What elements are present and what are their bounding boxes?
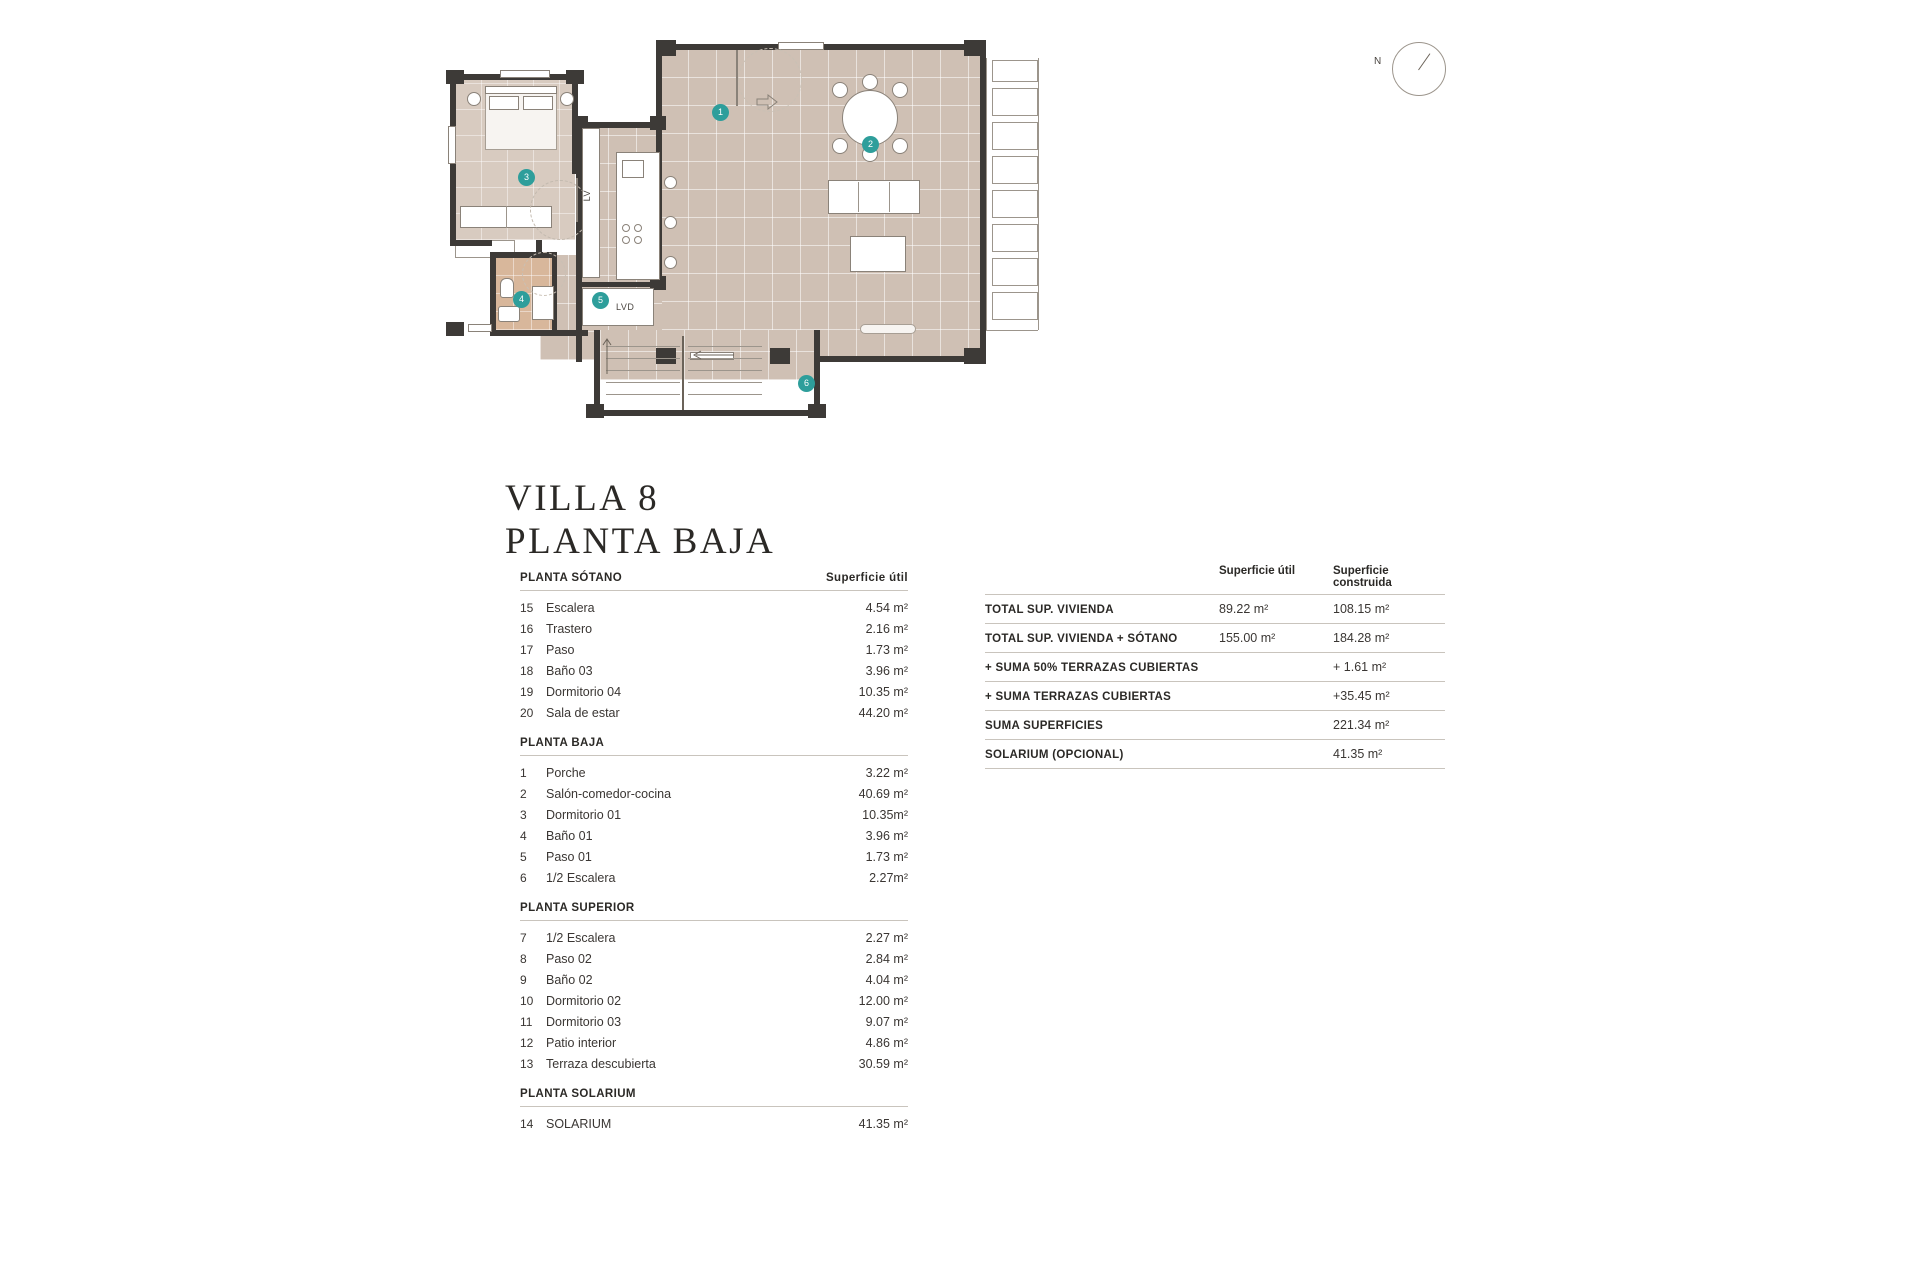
row-name: Paso 01 — [546, 850, 592, 864]
terrace-outer-line — [986, 58, 987, 330]
dining-chair-5-icon — [862, 74, 878, 90]
stair-left-flight — [606, 336, 680, 410]
row-name: Dormitorio 04 — [546, 685, 622, 699]
exterior-wall-bottom-right — [814, 356, 986, 362]
stair-step-r5 — [688, 394, 762, 395]
sofa-cushion-divider-2 — [889, 182, 890, 212]
row-area: 9.07 m² — [865, 1015, 908, 1029]
table-row — [520, 927, 908, 948]
row-name: Dormitorio 03 — [546, 1015, 622, 1029]
toilet — [500, 278, 514, 298]
table-row — [520, 1113, 908, 1134]
terrace-step-5 — [992, 190, 1038, 218]
row-number: 8 — [520, 952, 527, 966]
row-number: 19 — [520, 685, 534, 699]
totals-row-construida: + 1.61 m² — [1333, 660, 1387, 674]
hob-burner-4-icon — [634, 236, 642, 244]
stair-down-arrow-icon — [690, 348, 734, 362]
window-bedroom-top — [500, 70, 550, 78]
pillar-12 — [650, 116, 666, 130]
section-header — [520, 1088, 908, 1107]
totals-row — [985, 739, 1445, 769]
table-row — [520, 639, 908, 660]
terrace-bottom-line — [986, 330, 1038, 331]
row-area: 2.27m² — [869, 871, 908, 885]
coffee-table — [850, 236, 906, 272]
window-top-living — [778, 42, 824, 50]
col-header-util: Superficie útil — [1219, 565, 1296, 577]
dining-chair-3-icon — [832, 138, 848, 154]
row-area: 2.27 m² — [865, 931, 908, 945]
compass-north-label: N — [1374, 56, 1382, 67]
table-row — [520, 1053, 908, 1074]
terrace-step-6 — [992, 224, 1038, 252]
totals-row-label: SUMA SUPERFICIES — [985, 720, 1104, 732]
totals-table-header — [985, 565, 1445, 594]
window-bedroom-left — [448, 126, 456, 164]
totals-row-construida: 41.35 m² — [1333, 747, 1383, 761]
row-name: Escalera — [546, 601, 595, 615]
stair-step-l1 — [606, 346, 680, 347]
pillar-10 — [808, 404, 826, 418]
row-number: 2 — [520, 787, 527, 801]
row-name: SOLARIUM — [546, 1117, 612, 1131]
row-name: Baño 03 — [546, 664, 593, 678]
stool-3-icon — [664, 256, 677, 269]
pillow-left — [489, 96, 519, 110]
stair-step-l4 — [606, 382, 680, 383]
sink-kitchen — [622, 160, 644, 178]
stair-step-r1 — [688, 346, 762, 347]
row-area: 2.16 m² — [865, 622, 908, 636]
room-marker-2: 2 — [862, 136, 879, 153]
totals-table — [985, 565, 1445, 769]
totals-row — [985, 652, 1445, 681]
pillar-6 — [446, 70, 464, 84]
row-number: 16 — [520, 622, 534, 636]
row-name: Sala de estar — [546, 706, 620, 720]
pillar-1 — [656, 40, 676, 56]
floor-plan-drawing — [518, 30, 1320, 460]
pillar-7 — [566, 70, 584, 84]
totals-row-label: TOTAL SUP. VIVIENDA + SÓTANO — [985, 633, 1178, 645]
sink — [498, 306, 520, 322]
table-row — [520, 681, 908, 702]
room-marker-1: 1 — [712, 104, 729, 121]
title-line-2: PLANTA BAJA — [505, 520, 776, 562]
stool-2-icon — [664, 216, 677, 229]
row-number: 10 — [520, 994, 534, 1008]
totals-row — [985, 594, 1445, 623]
pillow-right — [523, 96, 553, 110]
table-row — [520, 948, 908, 969]
row-number: 12 — [520, 1036, 534, 1050]
bathroom-door-arc — [522, 252, 566, 296]
totals-row-construida: +35.45 m² — [1333, 689, 1390, 703]
nightstand-left-icon — [467, 92, 481, 106]
row-area: 1.73 m² — [865, 850, 908, 864]
bed-headboard — [485, 86, 557, 94]
row-number: 3 — [520, 808, 527, 822]
table-row — [520, 825, 908, 846]
table-row — [520, 783, 908, 804]
bathroom-wall-bottom — [490, 330, 588, 336]
row-area: 4.86 m² — [865, 1036, 908, 1050]
row-name: Baño 01 — [546, 829, 593, 843]
table-row — [520, 990, 908, 1011]
section-header-label: PLANTA SOLARIUM — [520, 1088, 636, 1100]
totals-row-label: + SUMA 50% TERRAZAS CUBIERTAS — [985, 662, 1199, 674]
row-number: 4 — [520, 829, 527, 843]
dining-chair-1-icon — [832, 82, 848, 98]
totals-row-label: TOTAL SUP. VIVIENDA — [985, 604, 1114, 616]
section-header-label: PLANTA SÓTANO — [520, 572, 623, 584]
nightstand-right-icon — [560, 92, 574, 106]
table-row — [520, 804, 908, 825]
row-area: 10.35 m² — [858, 685, 908, 699]
col-header-construida: Superficie construida — [1333, 565, 1392, 589]
entry-arrow-icon — [756, 94, 778, 110]
section-header-right: Superficie útil — [825, 572, 908, 584]
row-area: 12.00 m² — [858, 994, 908, 1008]
table-row — [520, 969, 908, 990]
row-area: 4.54 m² — [865, 601, 908, 615]
row-area: 44.20 m² — [858, 706, 908, 720]
row-name: Paso — [546, 643, 575, 657]
pillar-5 — [770, 348, 790, 364]
entry-door-leaf — [736, 50, 738, 106]
row-number: 20 — [520, 706, 534, 720]
totals-row-construida: 184.28 m² — [1333, 631, 1390, 645]
page-title — [505, 478, 775, 564]
row-number: 7 — [520, 931, 527, 945]
table-row — [520, 867, 908, 888]
row-name: Terraza descubierta — [546, 1057, 656, 1071]
row-number: 11 — [520, 1015, 533, 1029]
totals-row-util: 89.22 m² — [1219, 602, 1269, 616]
totals-row-util: 155.00 m² — [1219, 631, 1276, 645]
bedroom-wall-bottom — [450, 240, 492, 246]
row-area: 1.73 m² — [865, 643, 908, 657]
row-name: Trastero — [546, 622, 593, 636]
section-header — [520, 572, 908, 591]
section-header-label: PLANTA BAJA — [520, 737, 605, 749]
row-number: 9 — [520, 973, 527, 987]
table-row — [520, 762, 908, 783]
stair-step-l3 — [606, 370, 680, 371]
pillar-9 — [586, 404, 604, 418]
table-row — [520, 702, 908, 723]
dining-chair-4-icon — [892, 138, 908, 154]
terrace-step-4 — [992, 156, 1038, 184]
dining-chair-2-icon — [892, 82, 908, 98]
bedroom-door-leaf — [576, 178, 578, 222]
totals-row-label: SOLARIUM (OPCIONAL) — [985, 749, 1124, 761]
table-row — [520, 618, 908, 639]
living-room-floor — [660, 48, 980, 358]
table-row — [520, 1011, 908, 1032]
sofa — [828, 180, 920, 214]
totals-row — [985, 710, 1445, 739]
stair-up-arrow-icon — [600, 336, 614, 374]
table-row — [520, 846, 908, 867]
row-name: Salón-comedor-cocina — [546, 787, 672, 801]
section-rows — [520, 756, 908, 888]
sofa-cushion-divider-1 — [858, 182, 859, 212]
section-header — [520, 902, 908, 921]
stair-step-r3 — [688, 370, 762, 371]
title-line-1: VILLA 8 — [505, 478, 660, 519]
row-area: 40.69 m² — [858, 787, 908, 801]
terrace-step-7 — [992, 258, 1038, 286]
surface-area-table — [520, 572, 908, 1134]
row-name: Paso 02 — [546, 952, 592, 966]
hob-burner-1-icon — [622, 224, 630, 232]
section-header — [520, 737, 908, 756]
row-name: Dormitorio 02 — [546, 994, 622, 1008]
row-number: 18 — [520, 664, 534, 678]
terrace-step-2 — [992, 88, 1038, 116]
room-marker-6: 6 — [798, 375, 815, 392]
room-marker-3: 3 — [518, 169, 535, 186]
terrace-step-1 — [992, 60, 1038, 82]
terrace-edge-line — [1038, 58, 1039, 330]
stair-step-r4 — [688, 382, 762, 383]
section-rows — [520, 1107, 908, 1134]
row-number: 6 — [520, 871, 527, 885]
row-area: 10.35m² — [862, 808, 908, 822]
table-row — [520, 1032, 908, 1053]
row-number: 13 — [520, 1057, 534, 1071]
stair-step-l5 — [606, 394, 680, 395]
appliance-label-lvd: LVD — [616, 302, 635, 312]
row-name: 1/2 Escalera — [546, 871, 616, 885]
row-number: 17 — [520, 643, 534, 657]
section-rows — [520, 921, 908, 1074]
appliance-label-lv: LV — [582, 190, 592, 202]
totals-row — [985, 681, 1445, 710]
row-number: 15 — [520, 601, 534, 615]
wardrobe-divider — [506, 206, 507, 228]
totals-row-label: + SUMA TERRAZAS CUBIERTAS — [985, 691, 1172, 703]
row-area: 4.04 m² — [865, 973, 908, 987]
pillar-3 — [964, 348, 986, 364]
stair-rail-center — [682, 336, 684, 410]
totals-row — [985, 623, 1445, 652]
table-row — [520, 660, 908, 681]
row-name: Dormitorio 01 — [546, 808, 622, 822]
terrace-step-8 — [992, 292, 1038, 320]
section-header-label: PLANTA SUPERIOR — [520, 902, 635, 914]
pillar-2 — [964, 40, 986, 56]
row-name: Baño 02 — [546, 973, 593, 987]
hob-burner-2-icon — [634, 224, 642, 232]
pillar-8 — [446, 322, 464, 336]
row-area: 3.96 m² — [865, 829, 908, 843]
row-area: 3.22 m² — [865, 766, 908, 780]
row-area: 3.96 m² — [865, 664, 908, 678]
compass-rose — [1372, 40, 1452, 100]
row-area: 30.59 m² — [858, 1057, 908, 1071]
stair-wall-bottom — [594, 410, 820, 416]
tv-unit — [860, 324, 916, 334]
row-number: 1 — [520, 766, 527, 780]
table-row — [520, 597, 908, 618]
room-marker-4: 4 — [513, 291, 530, 308]
row-area: 41.35 m² — [858, 1117, 908, 1131]
section-rows — [520, 591, 908, 723]
row-name: Patio interior — [546, 1036, 617, 1050]
row-name: Porche — [546, 766, 586, 780]
window-bedroom-bottom — [468, 324, 492, 332]
stair-step-l2 — [606, 358, 680, 359]
totals-row-construida: 108.15 m² — [1333, 602, 1390, 616]
room-marker-5: 5 — [592, 292, 609, 309]
totals-row-construida: 221.34 m² — [1333, 718, 1390, 732]
bedroom-door-arc — [530, 180, 590, 240]
exterior-wall-left-main — [656, 44, 662, 164]
hob-burner-3-icon — [622, 236, 630, 244]
row-number: 14 — [520, 1117, 534, 1131]
row-name: 1/2 Escalera — [546, 931, 616, 945]
row-number: 5 — [520, 850, 527, 864]
kitchen-counter-left — [582, 128, 600, 278]
terrace-step-3 — [992, 122, 1038, 150]
row-area: 2.84 m² — [865, 952, 908, 966]
stool-1-icon — [664, 176, 677, 189]
